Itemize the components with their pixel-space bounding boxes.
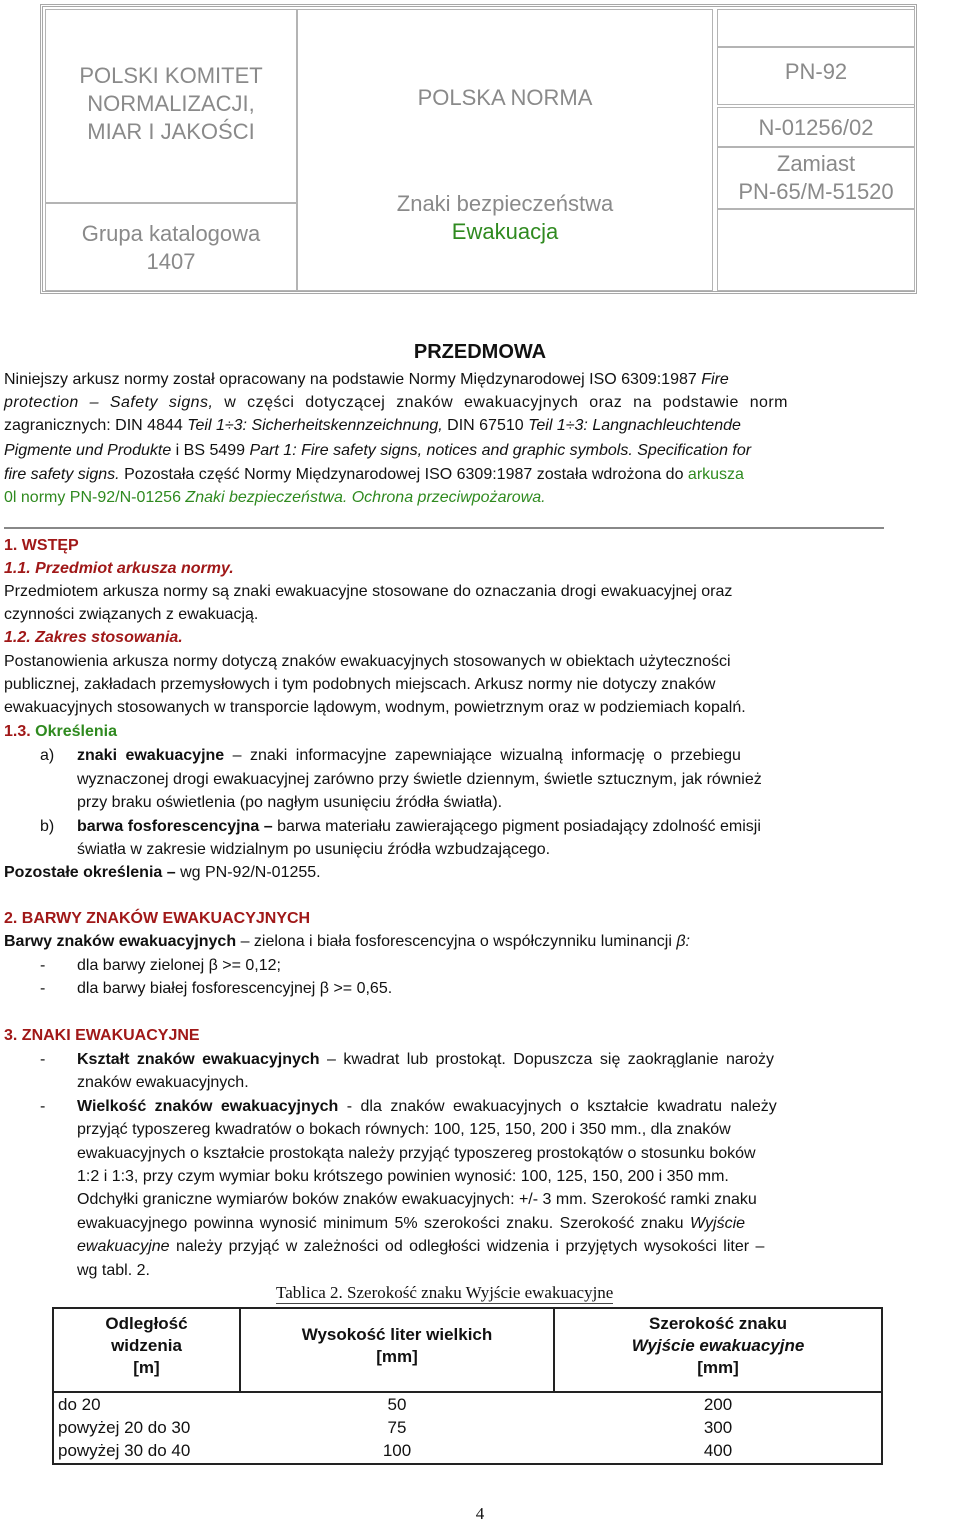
grupa-label: Grupa katalogowa <box>81 221 261 246</box>
dash-bullet: - <box>40 980 46 997</box>
def-a-line-3: przy braku oświetlenia (po nagłym usunięciu źródła światła). <box>77 794 503 811</box>
dash-bullet: - <box>40 1051 46 1068</box>
table-row-2-width: 300 <box>703 1418 733 1437</box>
section-3-item-2-text: - dla znaków ewakuacyjnych o kształcie kwadratu należy <box>346 1098 777 1115</box>
polska-norma-title: POLSKA NORMA <box>417 85 593 110</box>
section-divider <box>4 527 884 529</box>
def-b-text: barwa materiału zawierającego pigment posiadający zdolność emisji <box>277 818 761 835</box>
def-a-text: – znaki informacyjne zapewniające wizualną informację o przebiegu <box>232 747 741 764</box>
foreword-italic: Teil 1÷3: Sicherheitskennzeichnung, <box>187 417 443 434</box>
header-line: Wysokość liter wielkich <box>301 1325 493 1344</box>
foreword-italic: Pigmente und Produkte <box>4 442 172 459</box>
section-1-1-text-2: czynności związanych z ewakuacją. <box>4 606 259 623</box>
blank-cell-bottom <box>717 209 915 291</box>
section-1-2-title: 1.2. Zakres stosowania. <box>4 629 183 646</box>
table-row-3-height: 100 <box>382 1441 412 1460</box>
section-1-2-text-3: ewakuacyjnych stosowanych w transporcie lądowym, wodnym, powietrznym oraz w podziemiach kopalń. <box>4 699 746 716</box>
section-2-lead-term: Barwy znaków ewakuacyjnych <box>4 933 237 950</box>
section-3-item-2-line-2: przyjąć typoszereg kwadratów o bokach równych: 100, 125, 150, 200 i 350 mm., dla znaków <box>77 1121 731 1138</box>
foreword-italic: protection – Safety signs, <box>4 394 214 411</box>
section-3-item-2-line-5: Odchyłki graniczne wymiarów boków znaków ewakuacyjnych: +/- 3 mm. Szerokość ramki znaku <box>77 1191 757 1208</box>
section-1-1-text-1: Przedmiotem arkusza normy są znaki ewakuacyjne stosowane do oznaczania drogi ewakuacyjnej oraz <box>4 583 733 600</box>
def-b-line-1 <box>77 816 955 839</box>
foreword-text: w części dotyczącej znaków ewakuacyjnych oraz na podstawie norm <box>224 394 788 411</box>
replaces-norm: PN-65/M-51520 <box>738 179 894 204</box>
header-line: Szerokość znaku <box>649 1314 787 1333</box>
grupa-number: 1407 <box>146 249 196 274</box>
other-definitions-label: Pozostałe określenia – <box>4 864 176 881</box>
def-b-line-2: światła w zakresie widzialnym po usunięciu źródła wzbudzającego. <box>77 841 551 858</box>
foreword-italic: Part 1: Fire safety signs, notices and graphic symbols. Specification for <box>249 442 752 459</box>
foreword-line-6 <box>4 487 956 510</box>
komitet-line-2: NORMALIZACJI, <box>87 91 255 116</box>
norm-subject-2: Ewakuacja <box>451 219 559 244</box>
def-a-line-2: wyznaczonej drogi ewakuacyjnej zarówno przy świetle dziennym, świetle sztucznym, jak również <box>77 771 762 788</box>
section-1-2-text-2: publicznej, zakładach przemysłowych i tym podobnych miejscach. Arkusz normy nie dotyczy znaków <box>4 676 716 693</box>
blank-cell-top <box>717 9 915 47</box>
table-row-2-height: 75 <box>387 1418 407 1437</box>
section-2-lead-text: – zielona i biała fosforescencyjna o współczynniku luminancji <box>240 933 672 950</box>
norm-subject: Znaki bezpieczeństwa <box>396 191 614 216</box>
def-a-term: znaki ewakuacyjne <box>77 747 225 764</box>
section-1-1-title: 1.1. Przedmiot arkusza normy. <box>4 560 234 577</box>
foreword-italic: fire safety signs. <box>4 466 120 483</box>
section-3-item-1-text: – kwadrat lub prostokąt. Dopuszcza się zaokrąglanie naroży <box>326 1051 774 1068</box>
foreword-line-1 <box>4 369 956 392</box>
section-3-title: 3. ZNAKI EWAKUACYJNE <box>4 1027 200 1044</box>
foreword-text: DIN 67510 <box>447 417 524 434</box>
komitet-line-1: POLSKI KOMITET <box>79 63 263 88</box>
section-1-2-text-1: Postanowienia arkusza normy dotyczą znaków ewakuacyjnych stosowanych w obiektach użyteczności <box>4 653 731 670</box>
def-b-label: b) <box>40 818 55 835</box>
header-line: Wyjście ewakuacyjne <box>631 1336 805 1355</box>
foreword-green-text: 0l normy PN-92/N-01256 <box>4 489 181 506</box>
section-3-item-1-line-2: znaków ewakuacyjnych. <box>77 1074 249 1091</box>
foreword-line-4 <box>4 440 956 463</box>
section-1-title: 1. WSTĘP <box>4 537 79 554</box>
catalog-group-cell <box>45 203 297 291</box>
table-row-1-width: 200 <box>703 1395 733 1414</box>
section-2-title: 2. BARWY ZNAKÓW EWAKUACYJNYCH <box>4 910 311 927</box>
foreword-line-3 <box>4 415 956 438</box>
norm-header-table <box>40 4 917 294</box>
section-2-lead <box>4 931 956 954</box>
foreword-italic: Teil 1÷3: Langnachleuchtende <box>528 417 741 434</box>
header-line: [mm] <box>697 1358 739 1377</box>
table-header-letter-height <box>241 1309 553 1406</box>
other-definitions-text: wg PN-92/N-01255. <box>180 864 321 881</box>
polska-norma-cell <box>297 9 713 291</box>
section-2-item-2: dla barwy białej fosforescencyjnej β >= 0,65. <box>77 980 393 997</box>
foreword-text: zagranicznych: DIN 4844 <box>4 417 183 434</box>
table-row-2-distance: powyżej 20 do 30 <box>58 1418 191 1437</box>
table-header-sign-width <box>555 1309 881 1395</box>
table-caption: Tablica 2. Szerokość znaku Wyjście ewakuacyjne <box>276 1283 614 1302</box>
section-1-3-number: 1.3. <box>4 723 31 740</box>
header-line: [mm] <box>376 1347 418 1366</box>
section-3-item-2-text: należy przyjąć w zależności od odległości widzenia i przyjętych wysokości liter – <box>175 1238 765 1255</box>
foreword-text: Pozostała część Normy Międzynarodowej ISO 6309:1987 została wdrożona do <box>124 466 684 483</box>
replaces-cell <box>717 147 915 209</box>
header-line: Odległość <box>105 1314 188 1333</box>
komitet-line-3: MIAR I JAKOŚCI <box>87 119 255 144</box>
replaces-label: Zamiast <box>776 151 856 176</box>
section-1-3-label: Określenia <box>35 723 117 740</box>
table-header-distance <box>54 1309 239 1395</box>
section-3-item-2-italic: ewakuacyjne <box>77 1238 170 1255</box>
def-a-label: a) <box>40 747 55 764</box>
section-3-item-1-line-1 <box>77 1049 955 1072</box>
page-number: 4 <box>475 1504 485 1523</box>
foreword-line-2 <box>4 392 956 415</box>
section-1-3-title <box>4 721 956 744</box>
section-3-item-2-line-8: wg tabl. 2. <box>77 1262 150 1279</box>
foreword-line-5 <box>4 464 956 487</box>
section-2-item-1: dla barwy zielonej β >= 0,12; <box>77 957 281 974</box>
def-a-line-1 <box>77 745 955 768</box>
section-3-item-2-term: Wielkość znaków ewakuacyjnych <box>77 1098 339 1115</box>
table-row-3-width: 400 <box>703 1441 733 1460</box>
foreword-italic: Fire <box>701 371 729 388</box>
dash-bullet: - <box>40 1098 46 1115</box>
beta-symbol: β: <box>676 933 690 950</box>
foreword-title: PRZEDMOWA <box>413 341 547 363</box>
section-3-item-2-line-7 <box>77 1236 955 1259</box>
foreword-green-italic: Znaki bezpieczeństwa. Ochrona przeciwpożarowa. <box>185 489 546 506</box>
header-line: [m] <box>133 1358 160 1377</box>
table-row-1-height: 50 <box>387 1395 407 1414</box>
other-definitions <box>4 862 956 885</box>
committet-cell <box>45 9 297 203</box>
foreword-green-text: arkusza <box>687 466 744 483</box>
section-3-item-2-italic: Wyjście <box>689 1215 746 1232</box>
section-3-item-2-line-4: 1:2 i 1:3, przy czym wymiar boku krótszego powinien wynosić: 100, 125, 150, 200 i 350 mm. <box>77 1168 729 1185</box>
header-line: widzenia <box>111 1336 182 1355</box>
norm-id-cell: PN-92 <box>717 47 915 105</box>
def-b-term: barwa fosforescencyjna – <box>77 818 273 835</box>
section-3-item-2-line-6 <box>77 1213 955 1236</box>
section-3-item-1-term: Kształt znaków ewakuacyjnych <box>77 1051 320 1068</box>
section-3-item-2-text: ewakuacyjnego powinna wynosić minimum 5% szerokości znaku. Szerokość znaku <box>77 1215 684 1232</box>
dash-bullet: - <box>40 957 46 974</box>
foreword-text: i BS 5499 <box>175 442 246 459</box>
norm-number-cell: N-01256/02 <box>717 107 915 147</box>
table-row-3-distance: powyżej 30 do 40 <box>58 1441 191 1460</box>
table-row-1-distance: do 20 <box>58 1395 101 1414</box>
section-3-item-2-line-1 <box>77 1096 955 1119</box>
section-3-item-2-line-3: ewakuacyjnych o kształcie prostokąta należy przyjąć typoszereg prostokątów o stosunku boków <box>77 1145 756 1162</box>
table-2 <box>52 1307 883 1465</box>
foreword-text: Niniejszy arkusz normy został opracowany na podstawie Normy Międzynarodowej ISO 6309:1987 <box>4 371 697 388</box>
